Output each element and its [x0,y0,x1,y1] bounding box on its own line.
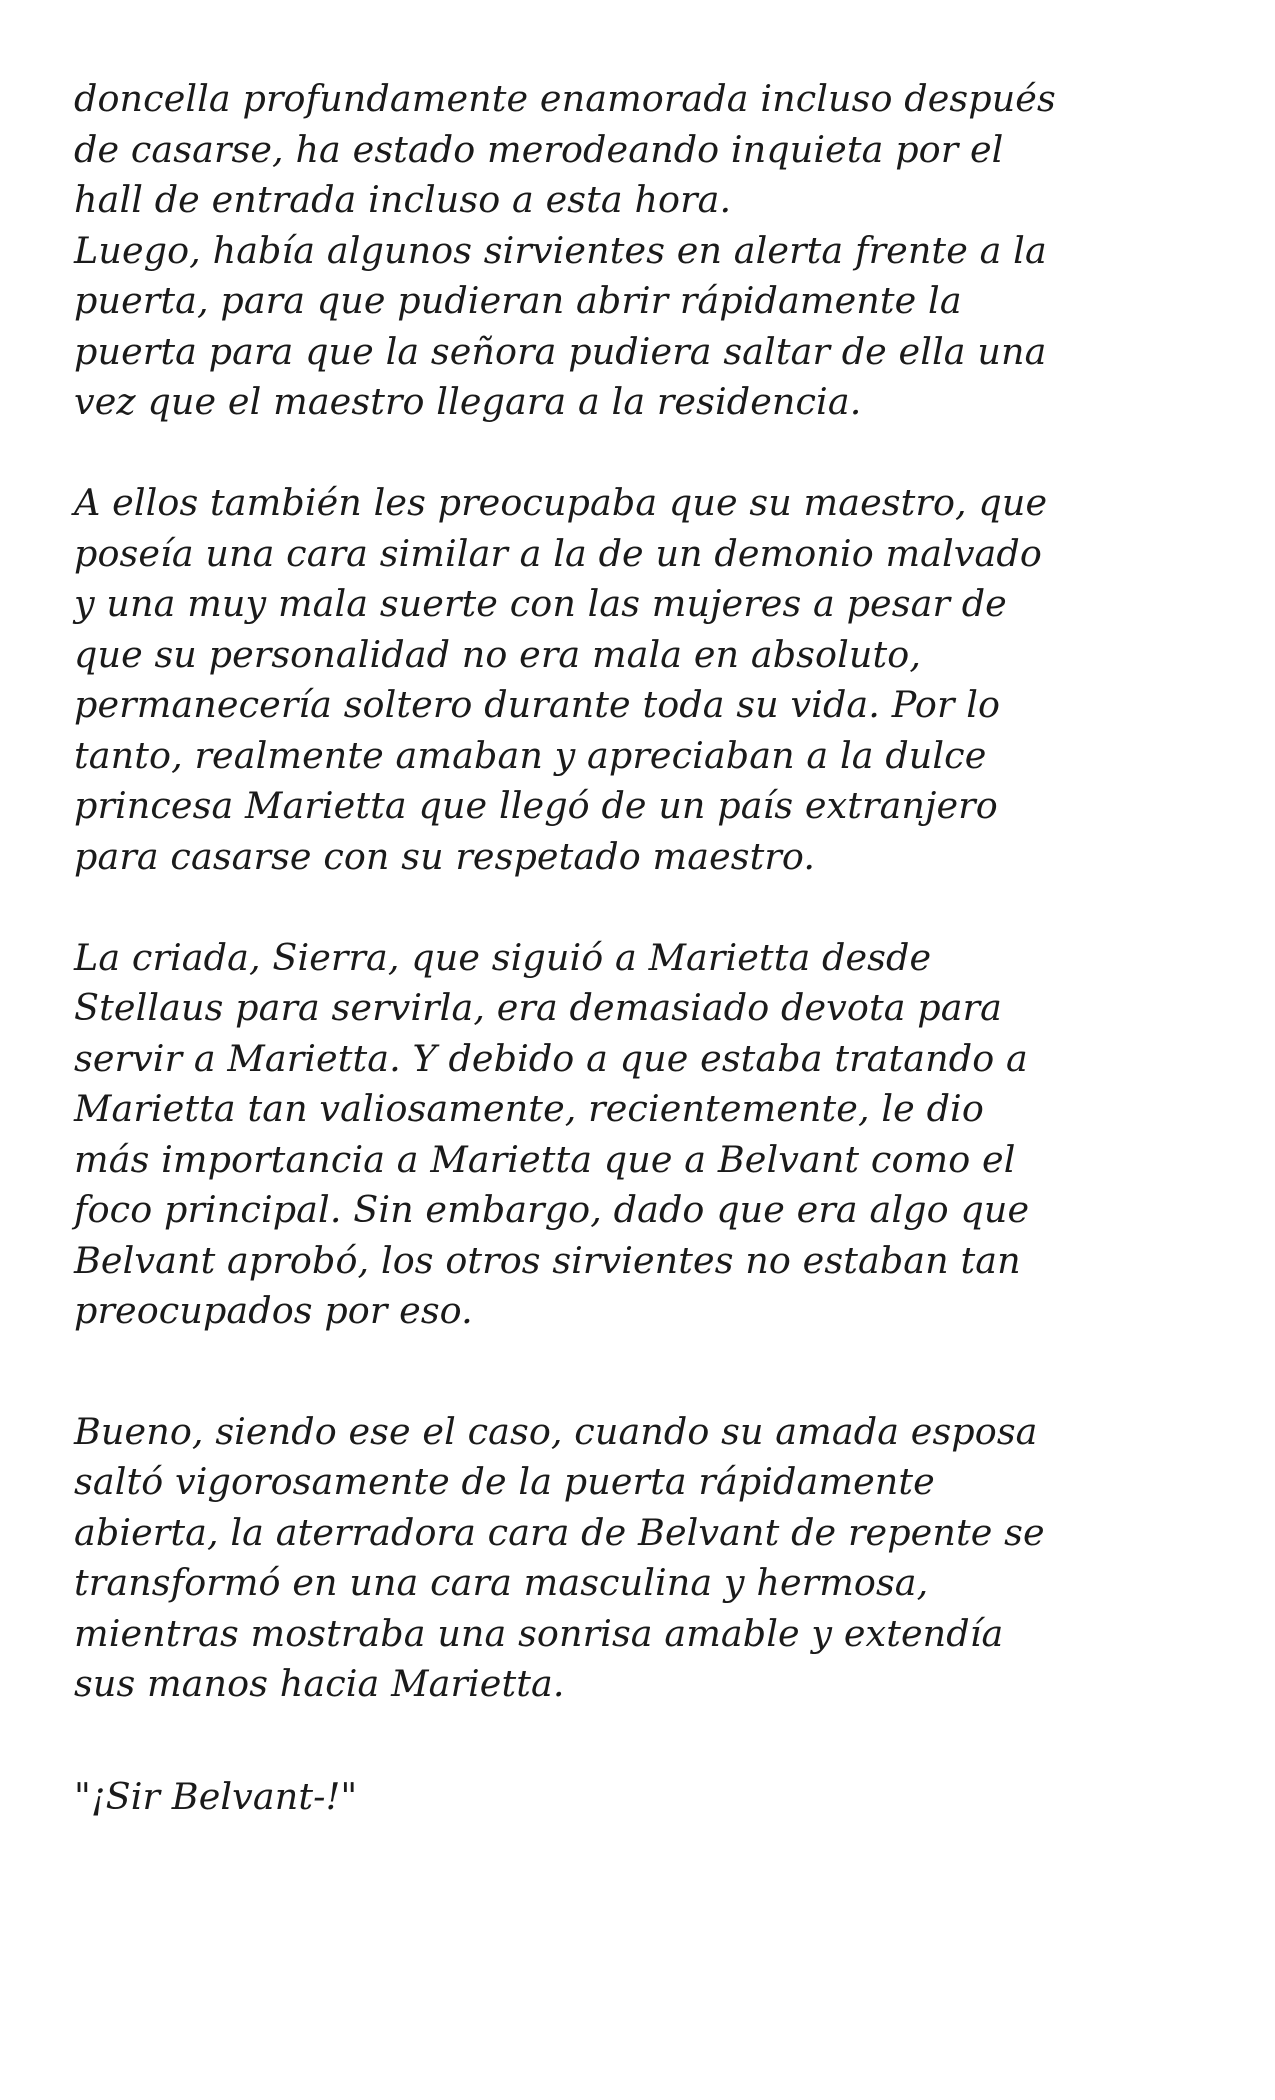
text-line: poseía una cara similar a la de un demonio malvado [74,531,1042,575]
paragraph-3 [74,933,1214,1337]
text-line: Belvant aprobó, los otros sirvientes no estaban tan [74,1238,1021,1282]
text-line: Bueno, siendo ese el caso, cuando su amada esposa [74,1409,1038,1453]
text-line: A ellos también les preocupaba que su maestro, que [74,481,1048,524]
document-text [74,74,1214,1822]
text-line: preocupados por eso. [74,1289,473,1332]
text-line: princesa Marietta que llegó de un país extranjero [74,784,998,827]
text-line: puerta, para que pudieran abrir rápidamente la [74,279,962,322]
paragraph-2 [74,478,1214,882]
text-line: mientras mostraba una sonrisa amable y extendía [74,1611,1004,1655]
paragraph-spacer [74,1337,1214,1407]
paragraph-1 [74,74,1214,428]
text-line: saltó vigorosamente de la puerta rápidamente [74,1460,935,1503]
text-line: para casarse con su respetado maestro. [74,834,816,878]
text-line: tanto, realmente amaban y apreciaban a la dulce [74,733,987,777]
text-line: transformó en una cara masculina y hermosa, [74,1561,929,1604]
text-line: de casarse, ha estado merodeando inquieta por el [74,127,1004,171]
text-line: hall de entrada incluso a esta hora. [74,178,732,221]
paragraph-spacer [74,428,1214,479]
text-line: La criada, Sierra, que siguió a Marietta desde [74,935,932,979]
text-line: puerta para que la señora pudiera saltar de ella una [74,329,1047,373]
text-line: y una muy mala suerte con las mujeres a pesar de [74,582,1007,625]
paragraph-spacer [74,1710,1214,1772]
text-line: más importancia a Marietta que a Belvant como el [74,1137,1016,1181]
text-line: Marietta tan valiosamente, recientemente, le dio [74,1087,984,1130]
text-line: permanecería soltero durante toda su vida. Por lo [74,683,1001,726]
text-line: que su personalidad no era mala en absoluto, [74,632,922,676]
text-line: sus manos hacia Marietta. [74,1662,565,1705]
text-line: Stellaus para servirla, era demasiado devota para [74,986,1003,1029]
dialogue-line: "¡Sir Belvant-!" [74,1774,358,1818]
paragraph-spacer [74,882,1214,933]
text-line: abierta, la aterradora cara de Belvant de repente se [74,1510,1045,1554]
text-line: vez que el maestro llegara a la residencia. [74,380,862,423]
text-line: foco principal. Sin embargo, dado que era algo que [74,1188,1030,1231]
paragraph-5 [74,1772,1214,1823]
text-line: doncella profundamente enamorada incluso después [74,77,1056,120]
text-line: servir a Marietta. Y debido a que estaba tratando a [74,1036,1028,1080]
paragraph-4 [74,1407,1214,1710]
text-line: Luego, había algunos sirvientes en alerta frente a la [74,228,1047,272]
